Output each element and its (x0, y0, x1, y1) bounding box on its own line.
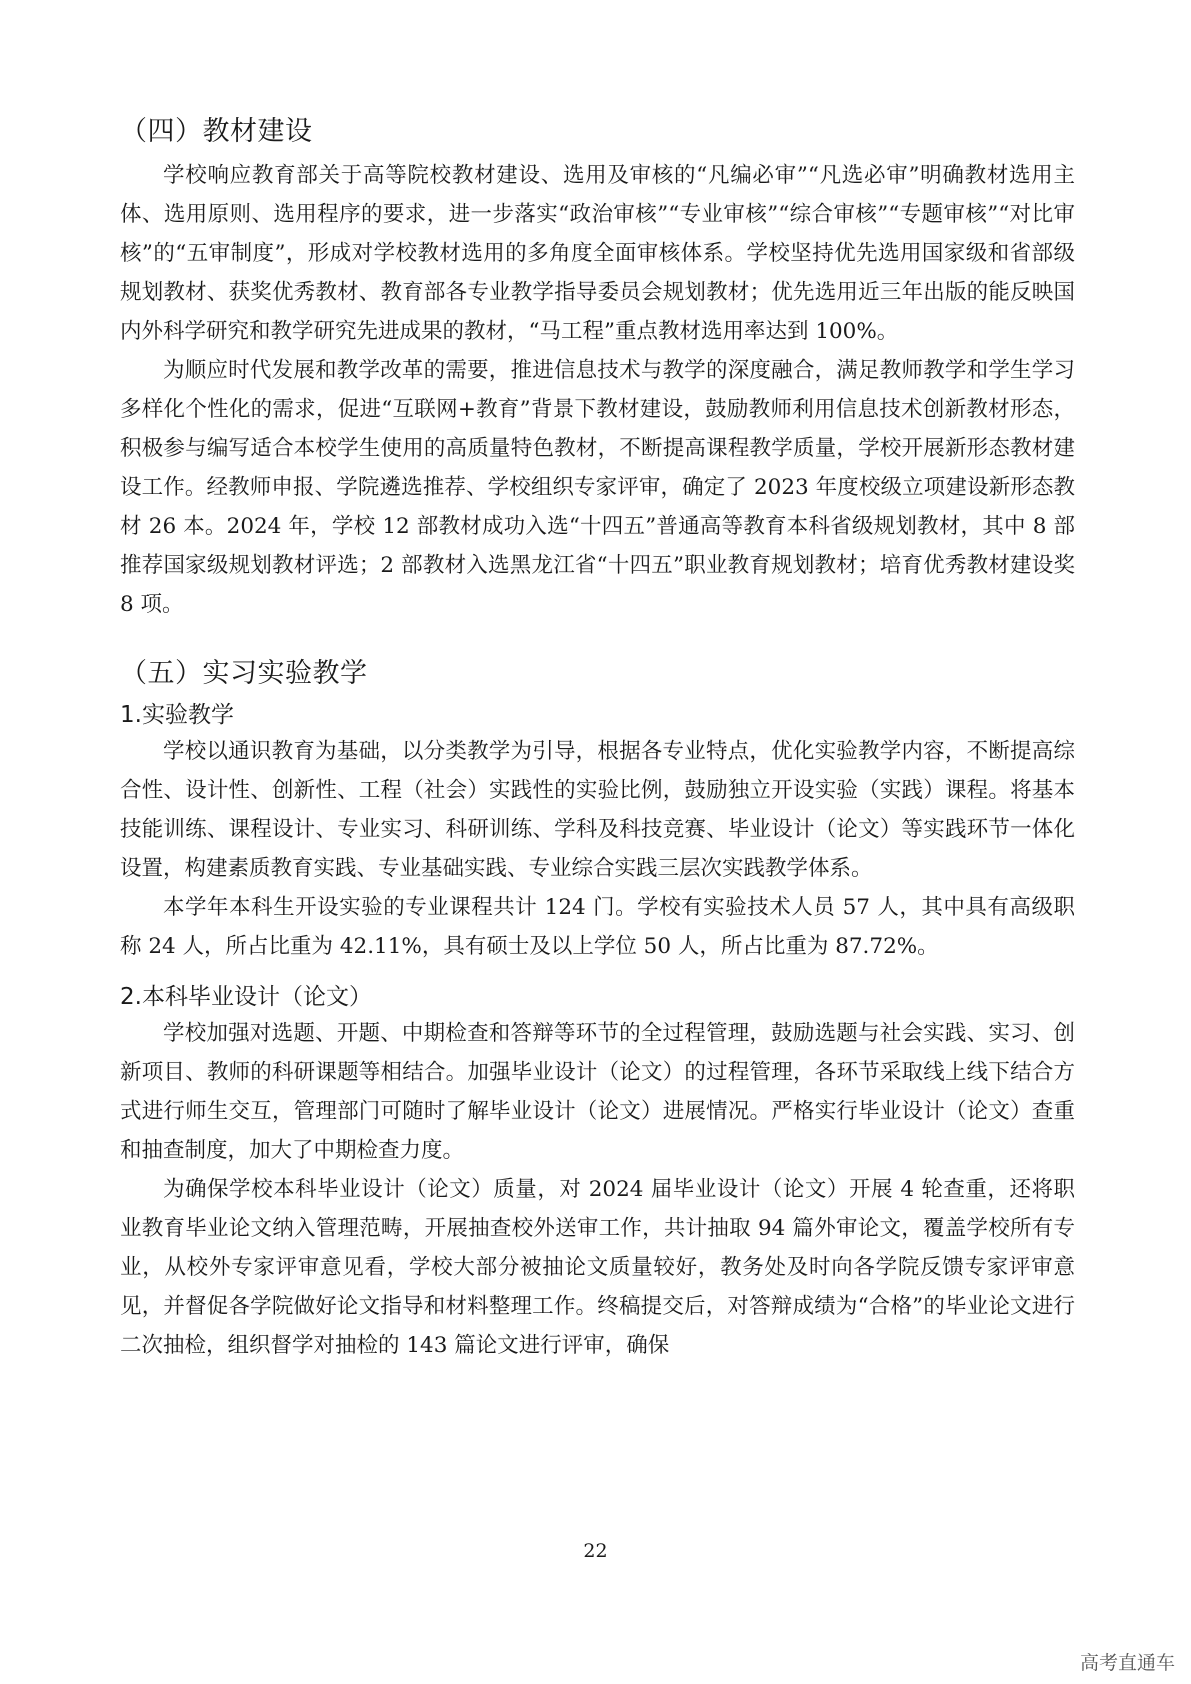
page-number: 22 (583, 1540, 608, 1562)
paragraph: 学校响应教育部关于高等院校教材建设、选用及审核的“凡编必审”“凡选必审”明确教材选用主体、选用原则、选用程序的要求，进一步落实“政治审核”“专业审核”“综合审核”“专题审核”“对比审核”的“五审制度”，形成对学校教材选用的多角度全面审核体系。学校坚持优先选用国家级和省部级规划教材、获奖优秀教材、教育部各专业教学指导委员会规划教材；优先选用近三年出版的能反映国内外科学研究和教学研究先进成果的教材，“马工程”重点教材选用率达到 100%。 (120, 163, 1075, 344)
subsection-heading-graduation-design: 2.本科毕业设计（论文） (120, 984, 372, 1010)
subsection-heading-experiment-teaching: 1.实验教学 (120, 702, 234, 728)
paragraph: 学校以通识教育为基础，以分类教学为引导，根据各专业特点，优化实验教学内容，不断提高综合性、设计性、创新性、工程（社会）实践性的实验比例，鼓励独立开设实验（实践）课程。将基本技能训练、课程设计、专业实习、科研训练、学科及科技竞赛、毕业设计（论文）等实践环节一体化设置，构建素质教育实践、专业基础实践、专业综合实践三层次实践教学体系。 (120, 739, 1075, 881)
paragraph: 为确保学校本科毕业设计（论文）质量，对 2024 届毕业设计（论文）开展 4 轮查重，还将职业教育毕业论文纳入管理范畴，开展抽查校外送审工作，共计抽取 94 篇外审论文，覆盖学校所有专业，从校外专家评审意见看，学校大部分被抽论文质量较好，教务处及时向各学院反馈专家评审意见，并督促各学院做好论文指导和材料整理工作。终稿提交后，对答辩成绩为“合格”的毕业论文进行二次抽检，组织督学对抽检的 143 篇论文进行评审，确保 (120, 1177, 1075, 1358)
watermark: 高考直通车 (1079, 1652, 1175, 1674)
paragraph: 本学年本科生开设实验的专业课程共计 124 门。学校有实验技术人员 57 人，其中具有高级职称 24 人，所占比重为 42.11%，具有硕士及以上学位 50 人，所占比重为 87.72%。 (120, 895, 1075, 959)
paragraph: 为顺应时代发展和教学改革的需要，推进信息技术与教学的深度融合，满足教师教学和学生学习多样化个性化的需求，促进“互联网+教育”背景下教材建设，鼓励教师利用信息技术创新教材形态，积极参与编写适合本校学生使用的高质量特色教材，不断提高课程教学质量，学校开展新形态教材建设工作。经教师申报、学院遴选推荐、学校组织专家评审，确定了 2023 年度校级立项建设新形态教材 26 本。2024 年，学校 12 部教材成功入选“十四五”普通高等教育本科省级规划教材，其中 8 部推荐国家级规划教材评选；2 部教材入选黑龙江省“十四五”职业教育规划教材；培育优秀教材建设奖 8 项。 (120, 358, 1075, 617)
page-content (120, 112, 1075, 1365)
section-heading-textbook-construction: （四）教材建设 (120, 116, 313, 147)
paragraph: 学校加强对选题、开题、中期检查和答辩等环节的全过程管理，鼓励选题与社会实践、实习、创新项目、教师的科研课题等相结合。加强毕业设计（论文）的过程管理，各环节采取线上线下结合方式进行师生交互，管理部门可随时了解毕业设计（论文）进展情况。严格实行毕业设计（论文）查重和抽查制度，加大了中期检查力度。 (120, 1021, 1075, 1163)
section-heading-internship-experiment-teaching: （五）实习实验教学 (120, 658, 368, 689)
